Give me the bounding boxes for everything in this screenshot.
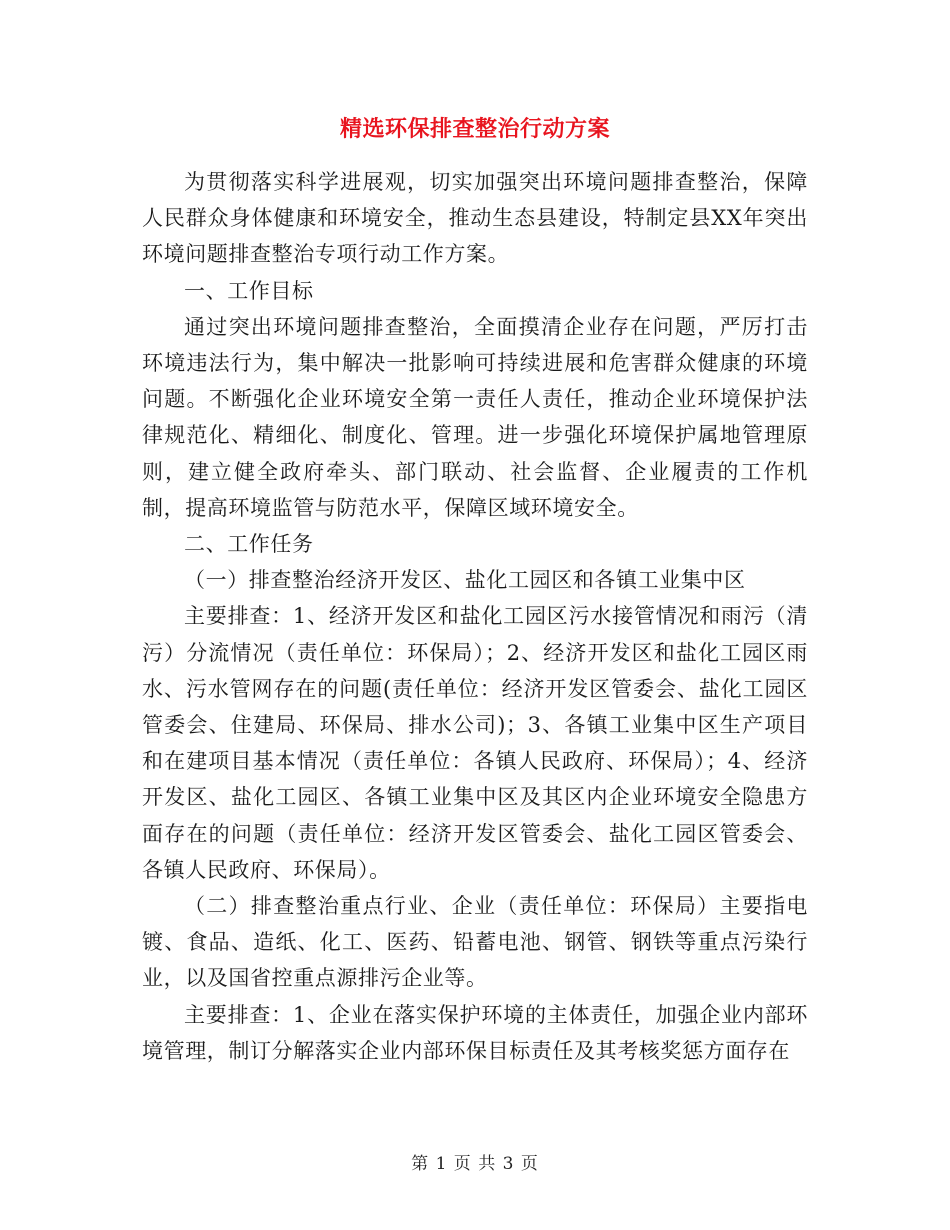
section-heading-goals: 一、工作目标	[184, 278, 314, 303]
section-heading-tasks: 二、工作任务	[184, 532, 314, 557]
document-body	[142, 164, 808, 1069]
subsection-heading-1: （一）排查整治经济开发区、盐化工园区和各镇工业集中区	[184, 568, 746, 593]
intro-paragraph: 为贯彻落实科学进展观，切实加强突出环境问题排查整治，保障人民群众身体健康和环境安全，推动生态县建设，特制定县XX年突出环境问题排查整治专项行动工作方案。	[142, 170, 808, 267]
task-2-checks-paragraph: 主要排查：1、企业在落实保护环境的主体责任，加强企业内部环境管理，制订分解落实企业内部环保目标责任及其考核奖惩方面存在	[142, 1002, 808, 1063]
task-1-paragraph: 主要排查：1、经济开发区和盐化工园区污水接管情况和雨污（清污）分流情况（责任单位：环保局）；2、经济开发区和盐化工园区雨水、污水管网存在的问题(责任单位：经济开发区管委会、盐化工园区管委会、住建局、环保局、排水公司)；3、各镇工业集中区生产项目和在建项目基本情况（责任单位：各镇人民政府、环保局）；4、经济开发区、盐化工园区、各镇工业集中区及其区内企业环境安全隐患方面存在的问题（责任单位：经济开发区管委会、盐化工园区管委会、各镇人民政府、环保局）。	[142, 604, 808, 882]
task-2-paragraph: （二）排查整治重点行业、企业（责任单位：环保局）主要指电镀、食品、造纸、化工、医药、铅蓄电池、钢管、钢铁等重点污染行业，以及国省控重点源排污企业等。	[142, 894, 808, 991]
page-number-footer: 第 1 页 共 3 页	[411, 1154, 539, 1174]
goals-paragraph: 通过突出环境问题排查整治，全面摸清企业存在问题，严厉打击环境违法行为，集中解决一批影响可持续进展和危害群众健康的环境问题。不断强化企业环境安全第一责任人责任，推动企业环境保护法律规范化、精细化、制度化、管理。进一步强化环境保护属地管理原则，建立健全政府牵头、部门联动、社会监督、企业履责的工作机制，提高环境监管与防范水平，保障区域环境安全。	[142, 314, 808, 520]
document-title: 精选环保排查整治行动方案	[339, 117, 610, 142]
